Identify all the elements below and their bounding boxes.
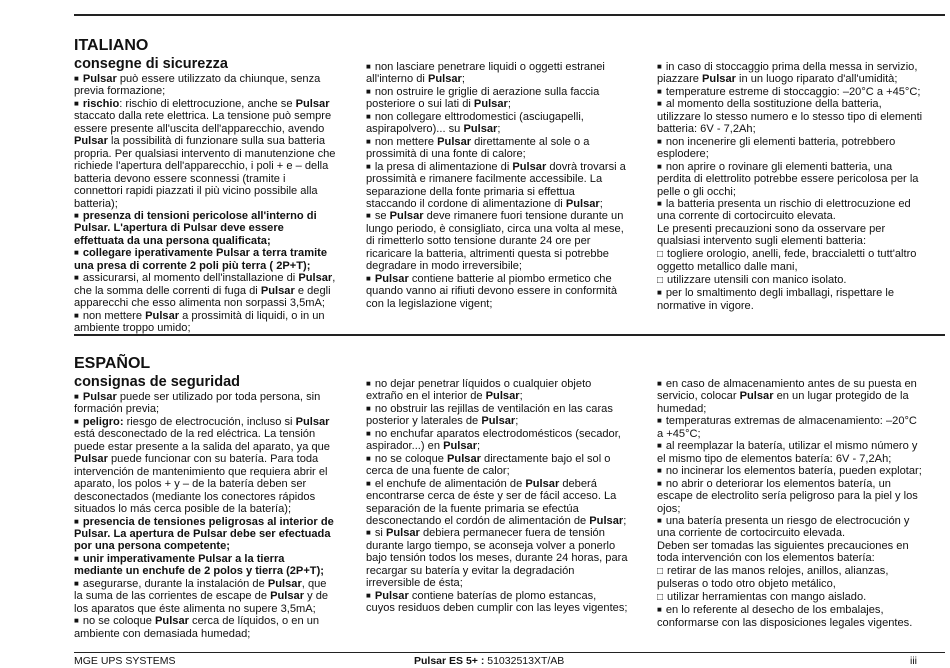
sub-item: □ retirar de las manos relojes, anillos, alianzas, pulseras o todo otro objeto metálico, [657,565,923,591]
bullet-item: ■ el enchufe de alimentación de Pulsar deberá encontrarse cerca de éste y ser de fácil acceso. La separación de la fuente primaria se efectúa desconectando el cordón de alimentación de Pulsar; [366,478,628,528]
bullet-item: ■ presencia de tensiones peligrosas al interior de Pulsar. La apertura de Pulsar debe ser efectuada por una persona competente; [74,516,336,553]
espanol-column-3 [657,378,923,629]
top-rule [74,14,945,16]
bullet-item: ■ presenza di tensioni pericolose all'interno di Pulsar. L'apertura di Pulsar deve essere effettuata da una persona qualificata; [74,210,336,247]
sub-item: □ utilizar herramientas con mango aislado. [657,591,923,604]
bullet-item: ■ asegurarse, durante la instalación de Pulsar, que la suma de las corrientes de escape de Pulsar y de los aparatos que éste alimenta no supere 3,5mA; [74,578,336,615]
bullet-item: ■ al momento della sostituzione della batteria, utilizzare lo stesso numero e lo stesso tipo di elementi batteria: 6V - 7,2Ah; [657,98,923,135]
bullet-item: ■ per lo smaltimento degli imballagi, rispettare le normative in vigore. [657,287,923,312]
bullet-item: ■ la presa di alimentazione di Pulsar dovrà trovarsi a prossimità e rimanere facilmente accessibile. La separazione della fonte primaria si effettua staccando il cordone di alimentazione di Pulsar; [366,161,628,211]
bullet-item: ■ al reemplazar la batería, utilizar el mismo número y el mismo tipo de elementos batería: 6V - 7,2Ah; [657,440,923,465]
bullet-item: ■ en caso de almacenamiento antes de su puesta en servicio, colocar Pulsar en un lugar protegido de la humedad; [657,378,923,415]
bullet-item: ■ Pulsar puede ser utilizado por toda persona, sin formación previa; [74,391,336,416]
bullet-item: ■ non mettere Pulsar direttamente al sole o a prossimità di una fonte di calore; [366,136,628,161]
section-language-espanol: ESPAÑOL [74,355,151,372]
bullet-item: ■ assicurarsi, al momento dell'installazione di Pulsar, che la somma delle correnti di fuga di Pulsar e degli apparecchi che esso alimenta non sorpassi 3,5mA; [74,272,336,309]
bullet-item: ■ unir imperativamente Pulsar a la tierra mediante un enchufe de 2 polos y tierra (2P+T); [74,553,336,578]
bullet-item: ■ en lo referente al desecho de los embalajes, conformarse con las disposiciones legales vigentes. [657,604,923,629]
bullet-item: ■ no dejar penetrar líquidos o cualquier objeto extraño en el interior de Pulsar; [366,378,628,403]
bullet-item: ■ temperature estreme di stoccaggio: –20°C a +45°C; [657,86,923,98]
bullet-item: ■ no incinerar los elementos batería, pueden explotar; [657,465,923,477]
italiano-column-3 [657,61,923,312]
bullet-item: ■ non incenerire gli elementi batteria, potrebbero esplodere; [657,136,923,161]
footer-document-ref [414,655,564,667]
footer-company: MGE UPS SYSTEMS [74,655,176,667]
bullet-item: ■ se Pulsar deve rimanere fuori tensione durante un lungo periodo, è consigliato, circa una volta al mese, di rimetterlo sotto tensione durante 24 ore per ricaricare la batteria, altrimenti questa si potrebbe degradare in modo irreversibile; [366,210,628,272]
bullet-item: ■ non aprire o rovinare gli elementi batteria, una perdita di elettrolito potrebbe essere pericolosa per la pelle o gli occhi; [657,161,923,198]
footer-product-name: Pulsar ES 5+ : [414,655,485,667]
bullet-item: ■ temperaturas extremas de almacenamiento: –20°C a +45°C; [657,415,923,440]
bullet-item: ■ Pulsar può essere utilizzato da chiunque, senza previa formazione; [74,73,336,98]
bullet-item: ■ Pulsar contiene batterie al piombo ermetico che quando vanno ai rifiuti devono essere in conformità con la legislazione vigent; [366,273,628,310]
bullet-item: ■ non collegare elttrodomestici (asciugapelli, aspirapolvero)... su Pulsar; [366,111,628,136]
bullet-item: ■ non mettere Pulsar a prossimità di liquidi, o in un ambiente troppo umido; [74,310,336,335]
paragraph: Le presenti precauzioni sono da osservare per qualsiasi intervento sugli elementi batteria: [657,222,886,248]
section-language-italiano: ITALIANO [74,37,149,54]
bullet-item: ■ rischio: rischio di elettrocuzione, anche se Pulsar staccato dalla rete elettrica. La tensione può sempre essere presente all'uscita dell'apparecchio, avendo Pulsar la possibilità di funzionare sulla sua batteria propria. Per qualsiasi intervento di manutenzione che richiede l'apertura dell'apparecchio, i poli + e – della batteria devono essere sconnessi (tramite i connettori rapidi piazzati il più vicino possibile alla batteria); [74,98,336,210]
italiano-column-1 [74,73,336,335]
section-subtitle-espanol: consignas de seguridad [74,374,240,390]
bullet-item: ■ collegare iperativamente Pulsar a terra tramite una presa di corrente 2 poli più terra ( 2P+T); [74,247,336,272]
bullet-item: ■ no obstruir las rejillas de ventilación en las caras posterior y laterales de Pulsar; [366,403,628,428]
sub-item: □ togliere orologio, anelli, fede, braccialetti o tutt'altro oggetto metallico dalle mani, [657,248,923,274]
footer-rule [74,652,945,653]
section-divider-rule [74,334,945,336]
bullet-item: ■ la batteria presenta un rischio di elettrocuzione ed una corrente di cortocircuito elevata. [657,198,923,223]
bullet-item: ■ peligro: riesgo de electrocución, incluso si Pulsar está desconectado de la red eléctrica. La tensión puede estar presente a la salida del aparato, ya que Pulsar puede funcionar con su batería. Para toda intervención de mantenimiento que requiera abrir el aparato, los polos + y – de la batería deben ser desconectados (mediante los conectores rápidos situados lo más cerca posible de la batería); [74,416,336,516]
sub-item: □ utilizzare utensili con manico isolato. [657,274,923,287]
bullet-item: ■ no se coloque Pulsar directamente bajo el sol o cerca de una fuente de calor; [366,453,628,478]
bullet-item: ■ non lasciare penetrare liquidi o oggetti estranei all'interno di Pulsar; [366,61,628,86]
bullet-item: ■ una batería presenta un riesgo de electrocución y una corriente de cortocircuito elevada. [657,515,923,540]
bullet-item: ■ in caso di stoccaggio prima della messa in servizio, piazzare Pulsar in un luogo riparato d'all'umidità; [657,61,923,86]
bullet-item: ■ si Pulsar debiera permanecer fuera de tensión durante largo tiempo, se aconseja volver a ponerlo bajo tensión todos los meses, durante 24 horas, para recargar su batería y evitar la degradación irreversible de ésta; [366,527,628,589]
footer-reference-code: 51032513XT/AB [484,655,565,667]
footer-page-number: iii [910,655,917,667]
bullet-item: ■ no enchufar aparatos electrodomésticos (secador, aspirador...) en Pulsar; [366,428,628,453]
italiano-column-2 [366,61,628,310]
bullet-item: ■ no abrir o deteriorar los elementos batería, un escape de electrolito sería peligroso para la piel y los ojos; [657,478,923,515]
bullet-item: ■ Pulsar contiene baterías de plomo estancas, cuyos residuos deben cumplir con las leyes vigentes; [366,590,628,615]
paragraph: Deben ser tomadas las siguientes precauciones en toda intervención con los elementos batería: [657,539,909,565]
espanol-column-2 [366,378,628,615]
section-subtitle-italiano: consegne di sicurezza [74,56,228,72]
bullet-item: ■ non ostruire le griglie di aerazione sulla faccia posteriore o sui lati di Pulsar; [366,86,628,111]
bullet-item: ■ no se coloque Pulsar cerca de líquidos, o en un ambiente con demasiada humedad; [74,615,336,640]
espanol-column-1 [74,391,336,640]
